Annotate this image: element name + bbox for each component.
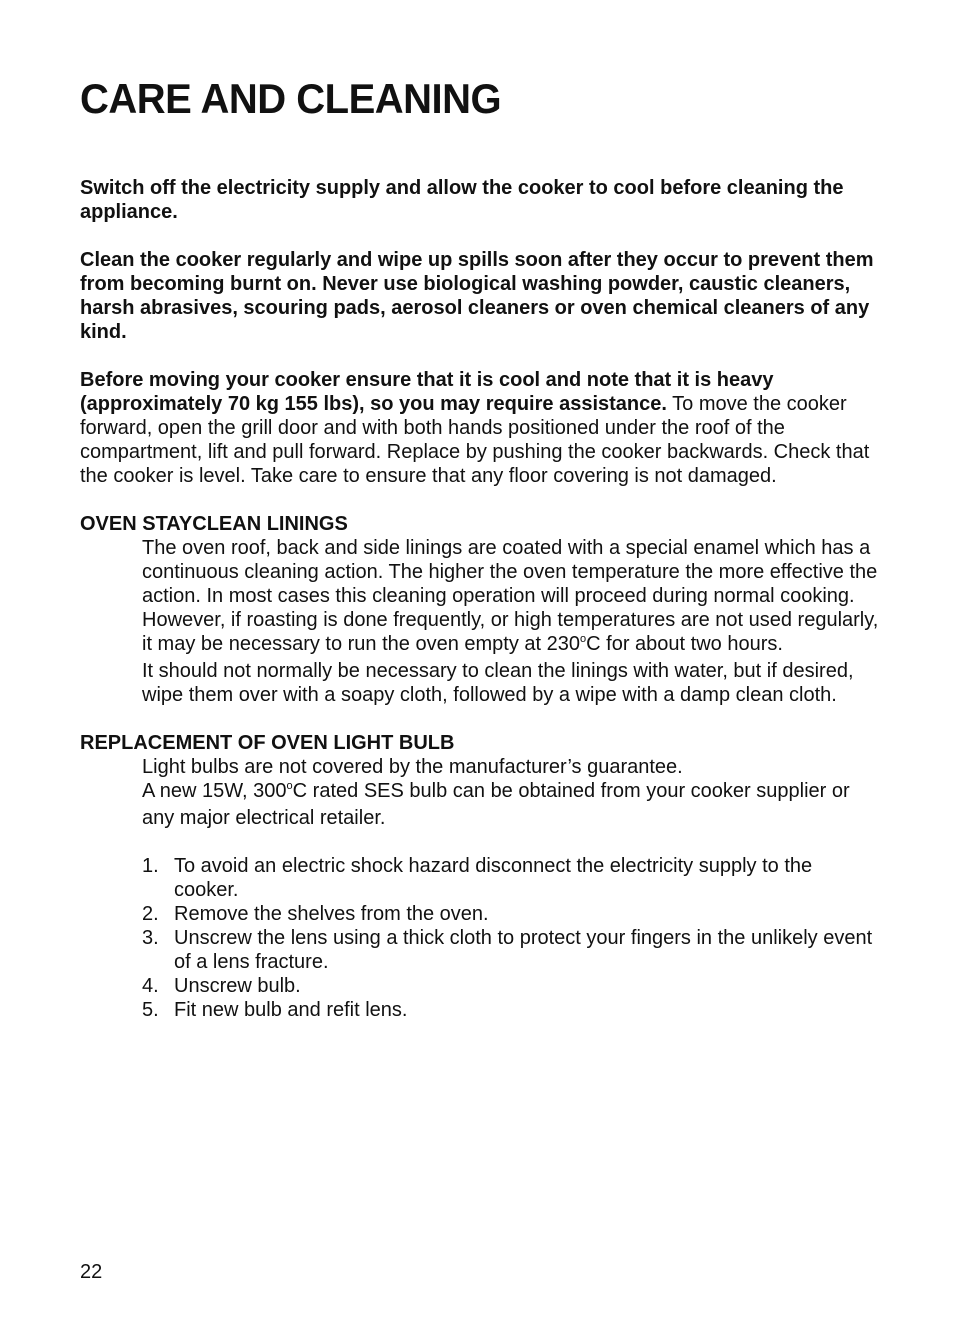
list-item [142,998,880,1022]
stayclean-paragraph-2: It should not normally be necessary to clean the linings with water, but if desired, wipe them over with a soapy cloth, followed by a wipe with a damp clean cloth. [142,660,854,706]
list-item [142,974,880,998]
step-text: Remove the shelves from the oven. [174,903,489,925]
intro-paragraph-1: Switch off the electricity supply and allow the cooker to cool before cleaning the appliance. [80,177,844,223]
stayclean-text-end: C for about two hours. [586,633,783,655]
degree-symbol: o [286,780,293,792]
step-text: Unscrew the lens using a thick cloth to protect your fingers in the unlikely event of a lens fracture. [174,927,873,973]
list-item [142,902,880,926]
moving-instructions: To move the cooker forward, open the grill door and with both hands positioned under the roof of the compartment, lift and pull forward. Replace by pushing the cooker backwards. Check that the cooker is level. Take care to ensure that any floor covering is not damaged. [80,393,870,487]
stayclean-paragraph-1 [142,536,880,659]
stayclean-text: The oven roof, back and side linings are coated with a special enamel which has a continuous cleaning action. The higher the oven temperature the more effective the action. In most cases this cleaning operation will proceed during normal cooking. However, if roasting is done frequently, or high temperatures are not used regularly, it may be necessary to run the oven empty at 230 [142,537,879,655]
section-heading-bulb: REPLACEMENT OF OVEN LIGHT BULB [80,732,455,754]
step-number: 3. [142,927,159,949]
page-title: CARE AND CLEANING [80,76,502,123]
step-text: Fit new bulb and refit lens. [174,999,408,1021]
page-content [80,176,880,1022]
section-heading-stayclean: OVEN STAYCLEAN LININGS [80,513,348,535]
bulb-spec-text-end: C rated SES bulb can be obtained from your cooker supplier or any major electrical retailer. [142,780,850,829]
bulb-spec-text: A new 15W, 300 [142,780,287,802]
intro-paragraph-2: Clean the cooker regularly and wipe up spills soon after they occur to prevent them from becoming burnt on. Never use biological washing powder, caustic cleaners, harsh abrasives, scouring pads, aerosol cleaners or oven chemical cleaners of any kind. [80,249,874,343]
step-number: 5. [142,999,159,1021]
list-item [142,926,880,974]
bulb-spec-note [142,779,880,830]
list-item [142,854,880,902]
step-text: To avoid an electric shock hazard disconnect the electricity supply to the cooker. [174,855,813,901]
intro-paragraph-3 [80,368,880,488]
step-text: Unscrew bulb. [174,975,301,997]
stayclean-body [80,536,880,707]
step-number: 4. [142,975,159,997]
bulb-body [80,755,880,830]
moving-warning: Before moving your cooker ensure that it is cool and note that it is heavy (approximately 70 kg 155 lbs), so you may require assistance. [80,369,774,415]
bulb-steps-list [80,854,880,1022]
bulb-guarantee-note: Light bulbs are not covered by the manufacturer’s guarantee. [142,756,683,778]
step-number: 1. [142,855,159,877]
step-number: 2. [142,903,159,925]
page-number: 22 [80,1261,103,1283]
degree-symbol: o [580,633,587,645]
